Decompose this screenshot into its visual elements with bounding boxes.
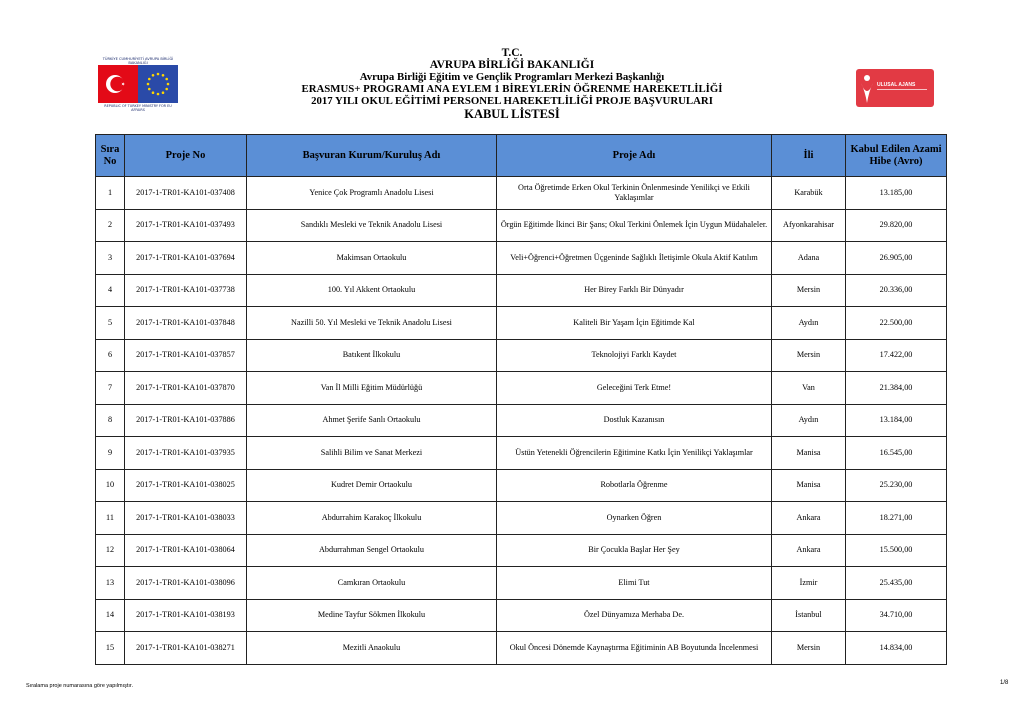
cell-proje-no: 2017-1-TR01-KA101-038064 — [125, 534, 247, 567]
cell-hibe: 16.545,00 — [846, 437, 947, 470]
tr-eu-flags-icon — [98, 65, 178, 103]
cell-sira: 14 — [96, 599, 125, 632]
col-header-kurum: Başvuran Kurum/Kuruluş Adı — [247, 135, 497, 177]
cell-proje-no: 2017-1-TR01-KA101-037870 — [125, 372, 247, 405]
cell-proje-no: 2017-1-TR01-KA101-038193 — [125, 599, 247, 632]
cell-proje-no: 2017-1-TR01-KA101-038033 — [125, 502, 247, 535]
cell-sira: 1 — [96, 177, 125, 210]
table-row — [96, 274, 947, 307]
cell-proje-adi: Dostluk Kazanısın — [497, 404, 772, 437]
ministry-logo-caption-top: TÜRKİYE CUMHURİYETİ AVRUPA BİRLİĞİ BAKANLIĞI — [102, 57, 174, 65]
cell-il: Ankara — [772, 534, 846, 567]
acceptance-table — [95, 134, 947, 665]
cell-proje-no: 2017-1-TR01-KA101-037935 — [125, 437, 247, 470]
table-row — [96, 599, 947, 632]
cell-hibe: 25.230,00 — [846, 469, 947, 502]
cell-kurum: 100. Yıl Akkent Ortaokulu — [247, 274, 497, 307]
cell-proje-no: 2017-1-TR01-KA101-037408 — [125, 177, 247, 210]
cell-sira: 13 — [96, 567, 125, 600]
cell-hibe: 18.271,00 — [846, 502, 947, 535]
cell-il: Manisa — [772, 437, 846, 470]
footer-note: Sıralama proje numarasına göre yapılmıştır. — [26, 683, 133, 689]
table-row — [96, 177, 947, 210]
cell-hibe: 25.435,00 — [846, 567, 947, 600]
cell-kurum: Yenice Çok Programlı Anadolu Lisesi — [247, 177, 497, 210]
cell-hibe: 14.834,00 — [846, 632, 947, 665]
cell-hibe: 13.184,00 — [846, 404, 947, 437]
cell-proje-adi: Her Birey Farklı Bir Dünyadır — [497, 274, 772, 307]
cell-kurum: Ahmet Şerife Sanlı Ortaokulu — [247, 404, 497, 437]
col-header-sira: Sıra No — [96, 135, 125, 177]
cell-il: Karabük — [772, 177, 846, 210]
cell-il: Ankara — [772, 502, 846, 535]
cell-kurum: Salihli Bilim ve Sanat Merkezi — [247, 437, 497, 470]
ministry-logo-caption-bottom: REPUBLIC OF TURKEY MINISTRY FOR EU AFFAIRS — [104, 104, 172, 112]
cell-il: İstanbul — [772, 599, 846, 632]
cell-kurum: Medine Tayfur Sökmen İlkokulu — [247, 599, 497, 632]
cell-sira: 2 — [96, 209, 125, 242]
cell-kurum: Batıkent İlkokulu — [247, 339, 497, 372]
cell-proje-no: 2017-1-TR01-KA101-038096 — [125, 567, 247, 600]
cell-hibe: 17.422,00 — [846, 339, 947, 372]
cell-hibe: 22.500,00 — [846, 307, 947, 340]
cell-proje-no: 2017-1-TR01-KA101-038271 — [125, 632, 247, 665]
cell-proje-adi: Oynarken Öğren — [497, 502, 772, 535]
cell-proje-adi: Kaliteli Bir Yaşam İçin Eğitimde Kal — [497, 307, 772, 340]
cell-proje-no: 2017-1-TR01-KA101-038025 — [125, 469, 247, 502]
cell-il: Adana — [772, 242, 846, 275]
cell-sira: 7 — [96, 372, 125, 405]
cell-kurum: Kudret Demir Ortaokulu — [247, 469, 497, 502]
cell-sira: 4 — [96, 274, 125, 307]
table-row — [96, 404, 947, 437]
cell-sira: 5 — [96, 307, 125, 340]
cell-il: Manisa — [772, 469, 846, 502]
cell-kurum: Abdurrahim Karakoç İlkokulu — [247, 502, 497, 535]
cell-il: Van — [772, 372, 846, 405]
cell-proje-no: 2017-1-TR01-KA101-037738 — [125, 274, 247, 307]
table-row — [96, 632, 947, 665]
table-row — [96, 502, 947, 535]
cell-proje-adi: Üstün Yetenekli Öğrencilerin Eğitimine Katkı İçin Yenilikçi Yaklaşımlar — [497, 437, 772, 470]
ulusal-ajans-logo — [856, 69, 934, 107]
cell-proje-adi: Robotlarla Öğrenme — [497, 469, 772, 502]
cell-proje-adi: Elimi Tut — [497, 567, 772, 600]
cell-kurum: Camkıran Ortaokulu — [247, 567, 497, 600]
header-center: Avrupa Birliği Eğitim ve Gençlik Programları Merkezi Başkanlığı — [359, 71, 665, 83]
cell-sira: 12 — [96, 534, 125, 567]
col-header-proje-no: Proje No — [125, 135, 247, 177]
cell-proje-adi: Okul Öncesi Dönemde Kaynaştırma Eğitiminin AB Boyutunda İncelenmesi — [497, 632, 772, 665]
cell-hibe: 26.905,00 — [846, 242, 947, 275]
cell-sira: 10 — [96, 469, 125, 502]
cell-kurum: Abdurrahman Sengel Ortaokulu — [247, 534, 497, 567]
header-ministry: AVRUPA BİRLİĞİ BAKANLIĞI — [429, 59, 595, 71]
header-tc: T.C. — [501, 47, 523, 59]
table-row — [96, 372, 947, 405]
cell-proje-adi: Orta Öğretimde Erken Okul Terkinin Önlenmesinde Yenilikçi ve Etkili Yaklaşımlar — [497, 177, 772, 210]
cell-il: Afyonkarahisar — [772, 209, 846, 242]
cell-proje-adi: Geleceğini Terk Etme! — [497, 372, 772, 405]
cell-proje-adi: Örgün Eğitimde İkinci Bir Şans; Okul Terkini Önlemek İçin Uygun Müdahaleler. — [497, 209, 772, 242]
cell-hibe: 13.185,00 — [846, 177, 947, 210]
cell-proje-no: 2017-1-TR01-KA101-037493 — [125, 209, 247, 242]
ministry-logo — [98, 57, 178, 111]
table-row — [96, 242, 947, 275]
table-header-row — [96, 135, 947, 177]
cell-kurum: Makimsan Ortaokulu — [247, 242, 497, 275]
cell-sira: 8 — [96, 404, 125, 437]
page-number: 1/8 — [1000, 680, 1009, 686]
cell-hibe: 29.820,00 — [846, 209, 947, 242]
cell-sira: 9 — [96, 437, 125, 470]
cell-hibe: 21.384,00 — [846, 372, 947, 405]
page-title: KABUL LİSTESİ — [464, 107, 560, 121]
ulusal-ajans-caption: ULUSAL AJANS — [877, 82, 916, 88]
cell-sira: 3 — [96, 242, 125, 275]
table-row — [96, 567, 947, 600]
table-row — [96, 534, 947, 567]
cell-proje-adi: Veli+Öğrenci+Öğretmen Üçgeninde Sağlıklı İletişimle Okula Aktif Katılım — [497, 242, 772, 275]
cell-kurum: Mezitli Anaokulu — [247, 632, 497, 665]
col-header-proje-adi: Proje Adı — [497, 135, 772, 177]
table-row — [96, 307, 947, 340]
table-row — [96, 437, 947, 470]
cell-proje-no: 2017-1-TR01-KA101-037694 — [125, 242, 247, 275]
cell-proje-adi: Özel Dünyamıza Merhaba De. — [497, 599, 772, 632]
header-applications: 2017 YILI OKUL EĞİTİMİ PERSONEL HAREKETLİLİĞİ PROJE BAŞVURULARI — [311, 95, 713, 107]
cell-il: Mersin — [772, 274, 846, 307]
cell-proje-adi: Teknolojiyi Farklı Kaydet — [497, 339, 772, 372]
col-header-il: İli — [772, 135, 846, 177]
cell-sira: 6 — [96, 339, 125, 372]
table-row — [96, 469, 947, 502]
cell-il: Aydın — [772, 404, 846, 437]
cell-proje-no: 2017-1-TR01-KA101-037886 — [125, 404, 247, 437]
cell-kurum: Van İl Milli Eğitim Müdürlüğü — [247, 372, 497, 405]
cell-il: Mersin — [772, 632, 846, 665]
cell-sira: 11 — [96, 502, 125, 535]
cell-hibe: 20.336,00 — [846, 274, 947, 307]
cell-kurum: Nazilli 50. Yıl Mesleki ve Teknik Anadolu Lisesi — [247, 307, 497, 340]
cell-il: Aydın — [772, 307, 846, 340]
table-row — [96, 209, 947, 242]
cell-hibe: 34.710,00 — [846, 599, 947, 632]
table-row — [96, 339, 947, 372]
col-header-hibe: Kabul Edilen Azami Hibe (Avro) — [846, 135, 947, 177]
header-program: ERASMUS+ PROGRAMI ANA EYLEM 1 BİREYLERİN ÖĞRENME HAREKETLİLİĞİ — [301, 83, 723, 95]
cell-il: İzmir — [772, 567, 846, 600]
cell-proje-no: 2017-1-TR01-KA101-037848 — [125, 307, 247, 340]
cell-sira: 15 — [96, 632, 125, 665]
cell-kurum: Sandıklı Mesleki ve Teknik Anadolu Lisesi — [247, 209, 497, 242]
cell-il: Mersin — [772, 339, 846, 372]
cell-proje-adi: Bir Çocukla Başlar Her Şey — [497, 534, 772, 567]
cell-proje-no: 2017-1-TR01-KA101-037857 — [125, 339, 247, 372]
cell-hibe: 15.500,00 — [846, 534, 947, 567]
